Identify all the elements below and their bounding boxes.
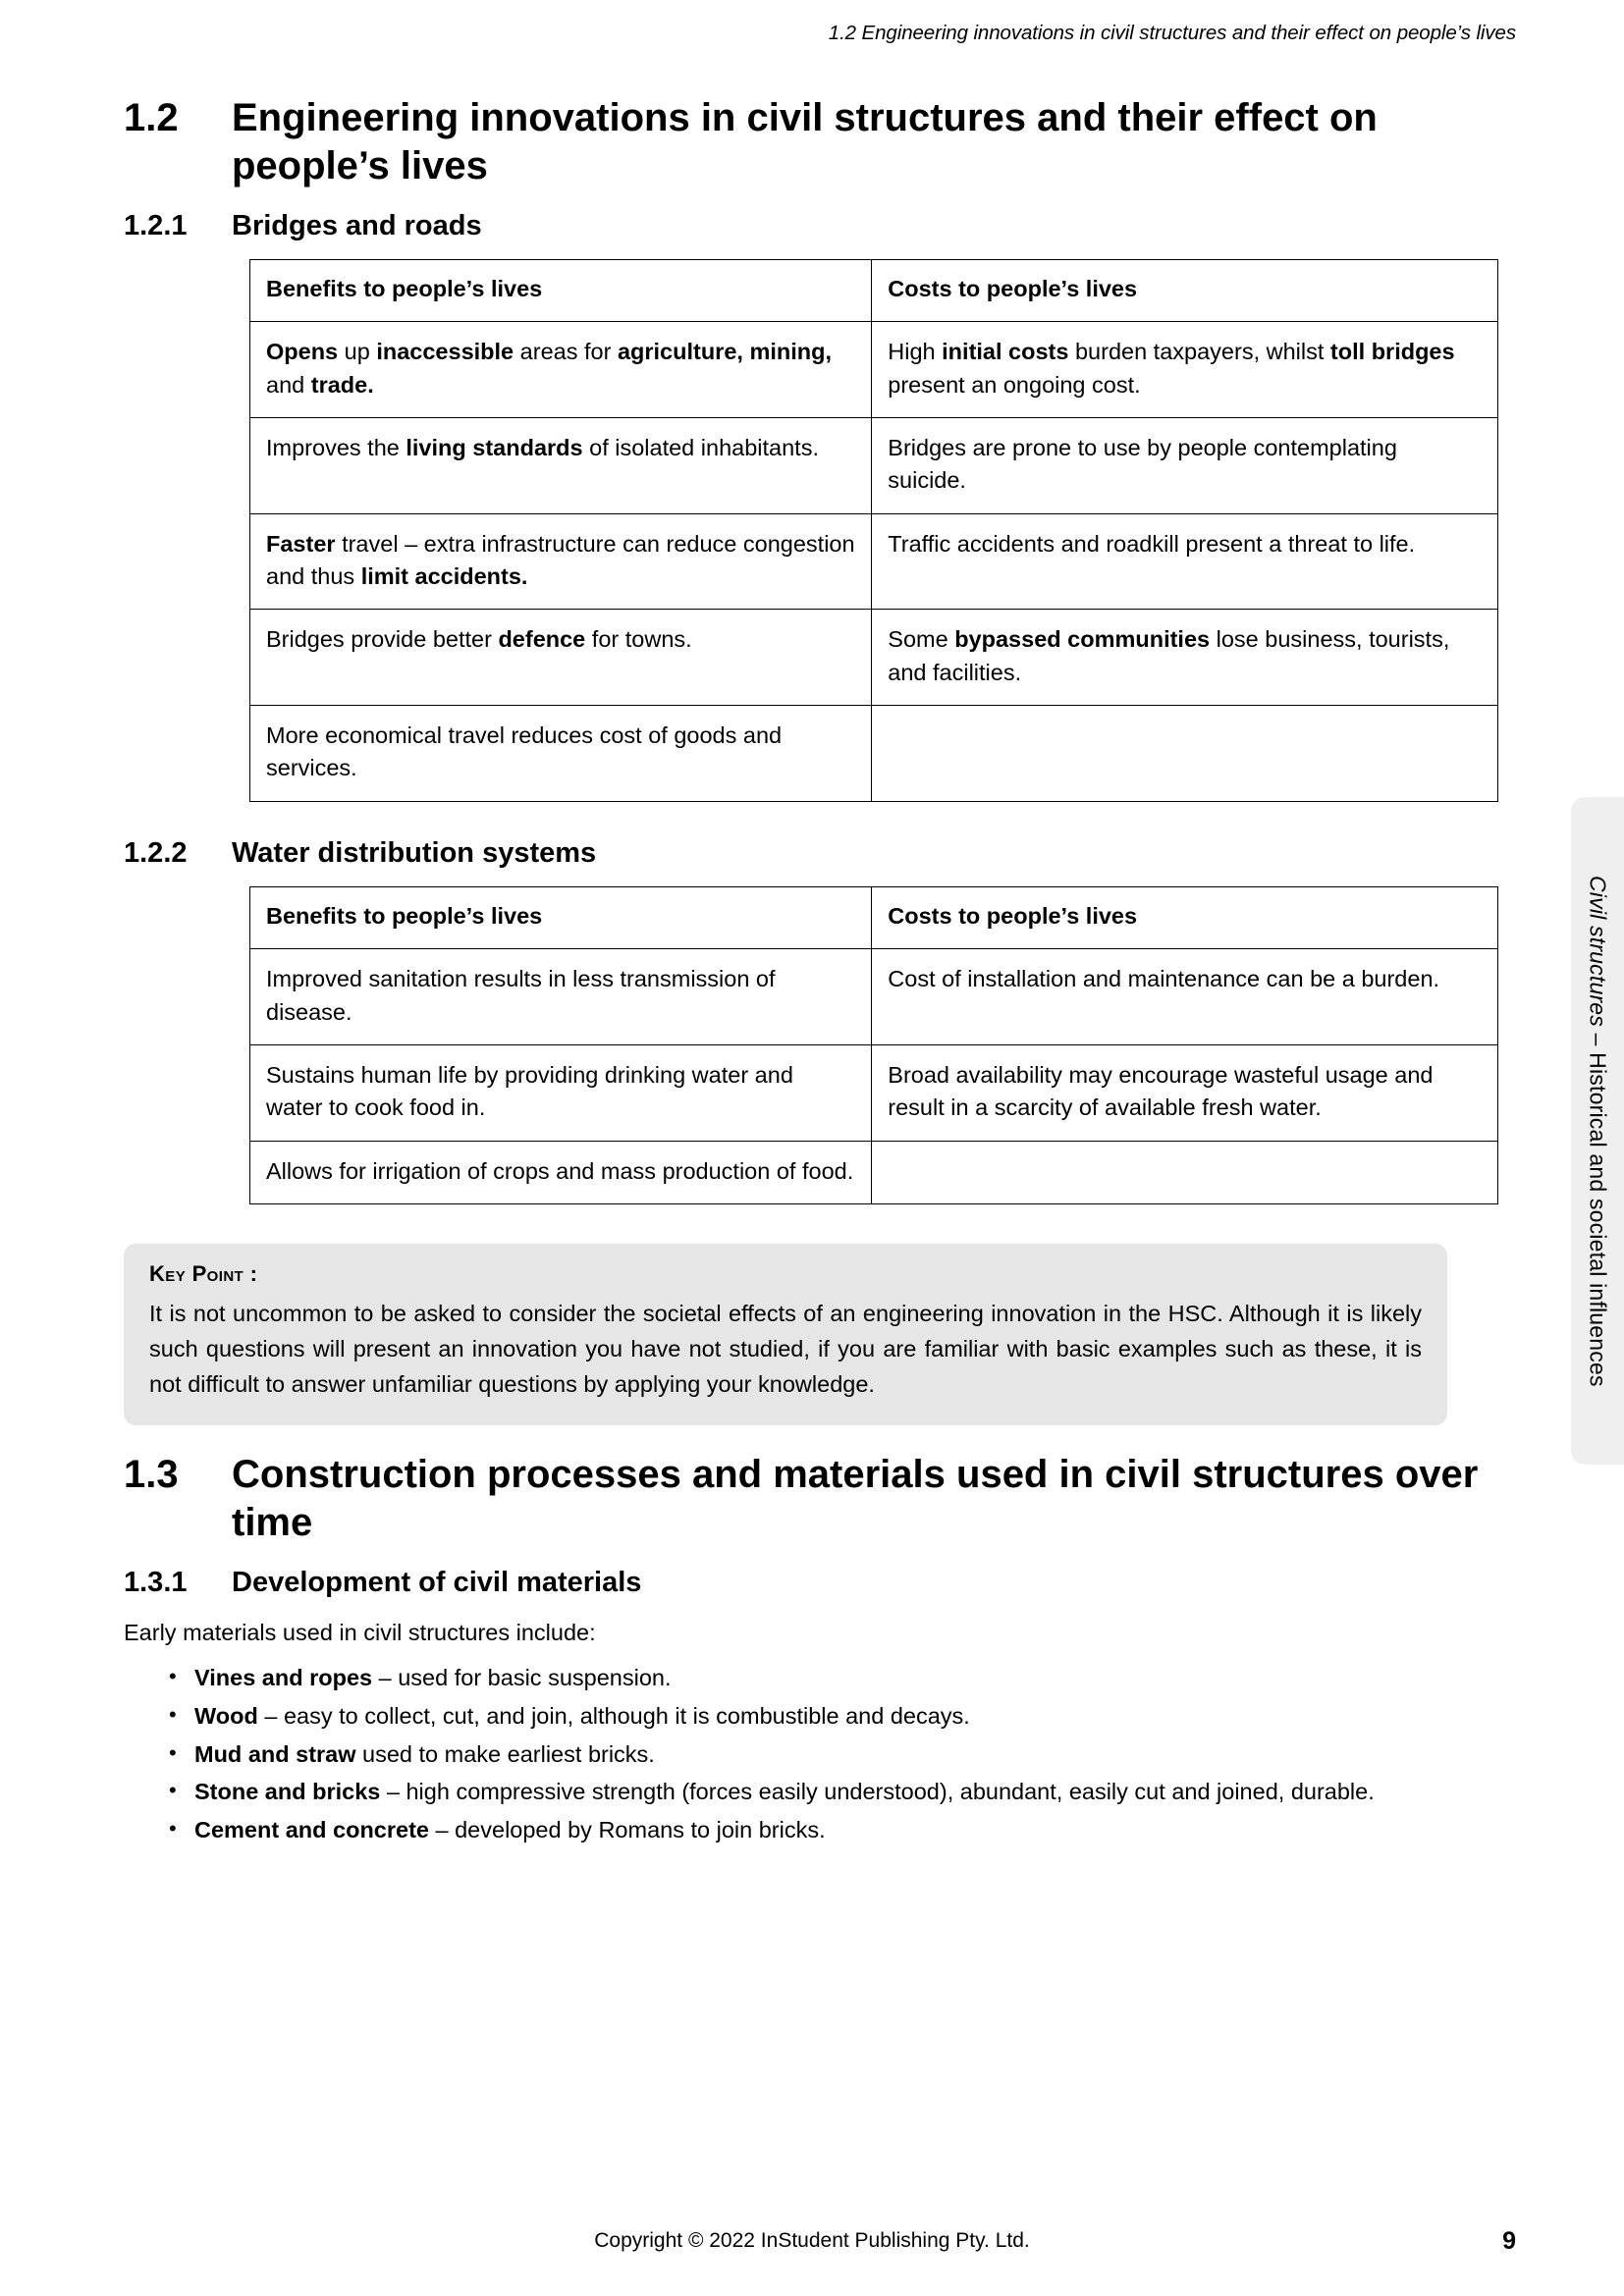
- water-table-body: [250, 949, 1498, 1204]
- cost-cell: Cost of installation and maintenance can be a burden.: [872, 949, 1498, 1045]
- heading-1-2-2-title: Water distribution systems: [232, 836, 597, 869]
- heading-1-2: [124, 94, 1498, 190]
- page-content: [124, 94, 1498, 1851]
- list-item: • Stone and bricks – high compressive strength (forces easily understood), abundant, easily cut and joined, durable.: [165, 1775, 1498, 1810]
- heading-1-3-1-title: Development of civil materials: [232, 1566, 642, 1598]
- page-footer: [0, 2229, 1624, 2263]
- heading-1-3-number: 1.3: [124, 1453, 179, 1497]
- benefit-cell: Improved sanitation results in less transmission of disease.: [250, 949, 872, 1045]
- column-header-costs: Costs to people’s lives: [872, 259, 1498, 321]
- list-item: • Wood – easy to collect, cut, and join, although it is combustible and decays.: [165, 1699, 1498, 1735]
- cost-cell: Traffic accidents and roadkill present a threat to life.: [872, 513, 1498, 610]
- benefit-cell: Opens up inaccessible areas for agriculture, mining, and trade.: [250, 322, 872, 418]
- column-header-costs: Costs to people’s lives: [872, 887, 1498, 949]
- list-item: • Vines and ropes – used for basic suspension.: [165, 1661, 1498, 1696]
- heading-1-3-1-number: 1.3.1: [124, 1566, 188, 1598]
- heading-1-2-1-title: Bridges and roads: [232, 209, 482, 241]
- heading-1-2-number: 1.2: [124, 96, 179, 139]
- side-tab-rest-part: – Historical and societal influences: [1585, 1026, 1611, 1387]
- benefit-cell: Sustains human life by providing drinking water and water to cook food in.: [250, 1045, 872, 1142]
- key-point-body: It is not uncommon to be asked to consider the societal effects of an engineering innovation in the HSC. Although it is likely such questions will present an innovation you have not studied, if you are familiar with basic examples such as these, it is not difficult to answer unfamiliar questions by applying your knowledge.: [149, 1301, 1422, 1397]
- heading-1-3: [124, 1451, 1498, 1547]
- benefit-cell: Bridges provide better defence for towns.: [250, 610, 872, 706]
- materials-list: [124, 1661, 1498, 1848]
- running-header: 1.2 Engineering innovations in civil structures and their effect on people’s lives: [828, 22, 1516, 44]
- cost-cell: High initial costs burden taxpayers, whilst toll bridges present an ongoing cost.: [872, 322, 1498, 418]
- list-item: • Cement and concrete – developed by Romans to join bricks.: [165, 1813, 1498, 1848]
- benefit-cell: Allows for irrigation of crops and mass production of food.: [250, 1141, 872, 1203]
- side-chapter-tab: [1571, 797, 1624, 1465]
- cost-cell: Bridges are prone to use by people contemplating suicide.: [872, 417, 1498, 513]
- table-row: [250, 949, 1498, 1045]
- heading-1-2-1-number: 1.2.1: [124, 209, 188, 241]
- heading-1-2-1: [124, 208, 1498, 243]
- key-point-label: Key Point :: [149, 1261, 258, 1287]
- heading-1-2-title: Engineering innovations in civil structures and their effect on people’s lives: [232, 96, 1378, 187]
- water-distribution-table: [249, 886, 1498, 1204]
- table-header-row: [250, 887, 1498, 949]
- benefit-cell: Faster travel – extra infrastructure can reduce congestion and thus limit accidents.: [250, 513, 872, 610]
- cost-cell: [872, 1141, 1498, 1203]
- column-header-benefits: Benefits to people’s lives: [250, 259, 872, 321]
- heading-1-3-1: [124, 1565, 1498, 1600]
- list-item: • Mud and straw used to make earliest bricks.: [165, 1737, 1498, 1773]
- heading-1-3-title: Construction processes and materials used in civil structures over time: [232, 1453, 1479, 1545]
- materials-intro: Early materials used in civil structures include:: [124, 1620, 596, 1646]
- table-row: [250, 513, 1498, 610]
- benefit-cell: More economical travel reduces cost of goods and services.: [250, 706, 872, 802]
- table-row: [250, 1141, 1498, 1203]
- table-row: [250, 706, 1498, 802]
- table-row: [250, 1045, 1498, 1142]
- table-row: [250, 417, 1498, 513]
- side-tab-italic-part: Civil structures: [1585, 875, 1611, 1027]
- key-point-callout: [124, 1244, 1447, 1425]
- bridges-and-roads-table: [249, 259, 1498, 802]
- bridges-table-wrapper: [124, 259, 1498, 802]
- column-header-benefits: Benefits to people’s lives: [250, 887, 872, 949]
- heading-1-2-2-number: 1.2.2: [124, 836, 188, 869]
- copyright-notice: Copyright © 2022 InStudent Publishing Pty. Ltd.: [594, 2229, 1030, 2252]
- cost-cell: Some bypassed communities lose business, tourists, and facilities.: [872, 610, 1498, 706]
- cost-cell: Broad availability may encourage wasteful usage and result in a scarcity of available fresh water.: [872, 1045, 1498, 1142]
- cost-cell: [872, 706, 1498, 802]
- side-chapter-tab-text: [1585, 876, 1611, 1387]
- benefit-cell: Improves the living standards of isolated inhabitants.: [250, 417, 872, 513]
- table-row: [250, 322, 1498, 418]
- page-number: 9: [1502, 2227, 1516, 2255]
- heading-1-2-2: [124, 835, 1498, 871]
- table-header-row: [250, 259, 1498, 321]
- table-row: [250, 610, 1498, 706]
- water-table-wrapper: [124, 886, 1498, 1204]
- bridges-table-body: [250, 322, 1498, 802]
